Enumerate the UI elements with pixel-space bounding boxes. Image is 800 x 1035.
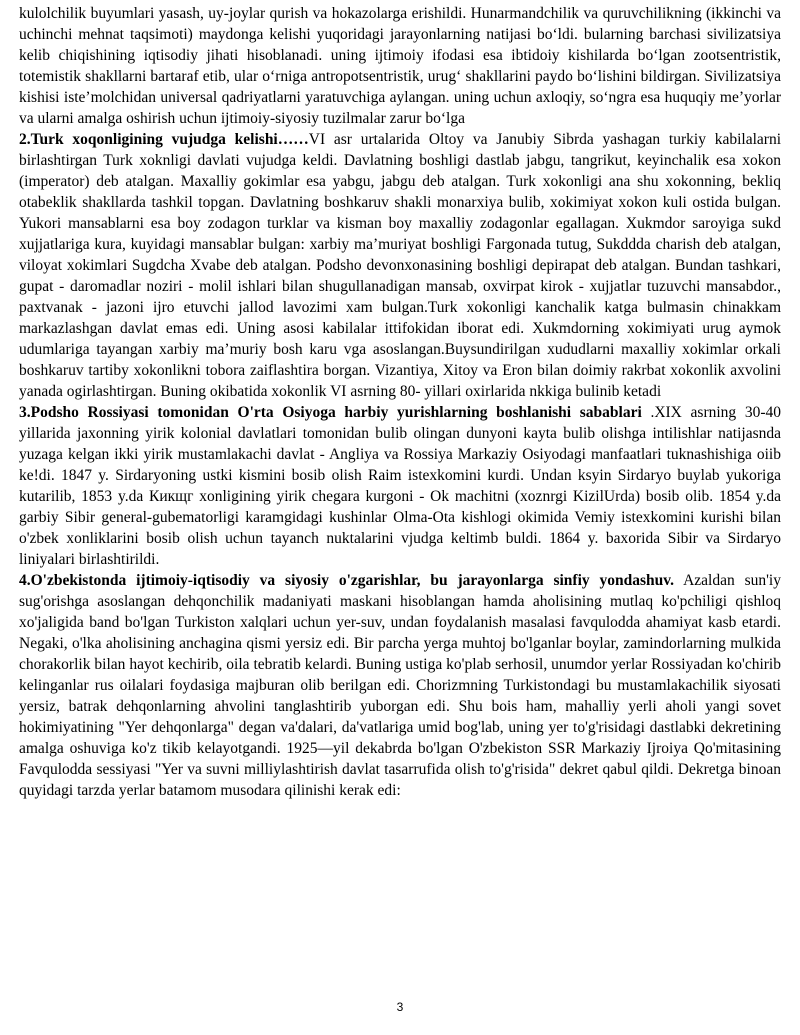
heading-2: 2.Turk xoqonligining vujudga kelishi…… xyxy=(19,131,309,148)
paragraph-2: VI asr urtalarida Oltoy va Janubiy Sibrda yashagan turkiy kabilalarni birlashtirgan Turk xoknligi davlati vujudga keldi. Davlatning boshligi dastlab jabgu, tangrikut, keyinchalik esa xokon (imperator) deb atalgan. Maxalliy gokimlar esa yabgu, jabgu deb atalgan. Turk xokonligi ana shu xokonning, bekliq otabeklik shakllarda tashkil topgan. Davlatning boshkaruv shakli monarxiya bulib, xokimiyat xokon kuli ostida bulgan. Yukori mansablarni esa boy zodagon turklar va kisman boy maxalliy zodagonlar egallagan. Xukmdor saroyiga sukd xujjatlariga kura, kuyidagi mansablar bulgan: xarbiy ma’muriyat boshligi Fargonada tutug, Sukddda charish deb atalgan, viloyat xokimlari Sugdcha Xvabe deb atalgan. Podsho devonxonasining boshligi depirapat deb atalgan. Bundan tashkari, gupat - daromadlar noziri - molil ishlari bilan shugullanadigan mansab, oxvirpat kirok - xujjatlar tuzuvchi mansabdor., paxtvanak - jazoni ijro etuvchi jallod lavozimi xam bulgan.Turk xokonligi kanchalik katga bulmasin chinakkam markazlashgan davlat emas edi. Uning asosi kabilalar ittifokidan iborat edi. Xukmdorning xokimiyati urug aymok udumlariga tayangan xarbiy ma’muriy bosh karu vga asoslangan.Buysundirilgan xududlarni maxalliy xokimlar orkali boshkaruv tartiby xokonlikni tobora zaiflashtira borgan. Vizantiya, Xitoy va Eron bilan doimiy rakrbat xokonlik axvolini yanada ogirlashtirgan. Buning okibatida xokonlik VI asrning 80- yillari oxirlarida nkkiga bulinib ketadi xyxy=(19,131,781,400)
section-2 xyxy=(19,129,781,402)
paragraph-1: kulolchilik buyumlari yasash, uy-joylar qurish va hokazolarga erishildi. Hunarmandchilik va quruvchilikning (ikkinchi va uchinchi mehnat taqsimoti) maydonga kelishi yuqoridagi jarayonlarning natijasi bo‘ldi. bularning barchasi sivilizatsiya kelib chiqishining iqtisodiy jihati hisoblanadi. uning ijtimoiy ifodasi esa ibtidoiy kishilarda bo‘lgan zootsentristik, totemistik shakllarni bartaraf etib, ular o‘rniga antropotsentristik, urug‘ shakllarini paydo bo‘lishini bildirgan. Sivilizatsiya kishisi iste’molchidan universal qadriyatlarni yaratuvchiga aylangan. uning uchun axloqiy, so‘ngra esa huquqiy me’yorlar va ularni amalga oshirish uchun ijtimoiy-siyosiy tuzilmalar zarur bo‘lga xyxy=(19,5,781,127)
page-number: 3 xyxy=(396,1000,404,1014)
paragraph-3: .XIX asrning 30-40 yillarida jaxonning yirik kolonial davlatlari tomonidan bulib olingan dunyoni kayta bulib olishga intilishlar natijasnda yuzaga kelgan ikki yirik mustamlakachi davlat - Angliya va Rossiya Markaziy Osiyodagi manfaatlari tuknashishiga oiib ke!di. 1847 y. Sirdaryoning ustki kismini bosib olish Raim istexkomini kurdi. Undan ksyin Sirdaryo buylab yukoriga kutarilib, 1853 y.da Кикщг xonligining yirik chegara kurgoni - Ok machitni (xoznrgi KizilUrda) bosib olib. 1854 y.da garbiy Sibir general-gubematorligi karamgidagi kushinlar Olma-Ota kishlogi okimida Vemiy istexkomini kurishi bilan o'zbek xonliklarini bosib olish uchun tayanch nuktalarini vjudga keltimb buldi. 1864 y. baxorida Sibir va Sirdaryo liniyalari birlashtirildi. xyxy=(19,404,782,568)
heading-3: 3.Podsho Rossiyasi tomonidan O'rta Osiyoga harbiy yurishlarning boshlanishi sabablari xyxy=(19,404,642,421)
paragraph-4: Azaldan sun'iy sug'orishga asoslangan dehqonchilik madaniyati maskani hisoblangan hamda aholisining mutlaq ko'pchiligi qishloq xo'jaligida band bo'lgan Turkiston xalqlari uchun yer-suv, undan foydalanish masalasi favqulodda ahamiyat kasb etardi. Negaki, o'lka aholisining anchagina qismi yersiz edi. Bir parcha yerga muhtoj bo'lganlar boylar, zamindorlarning mulkida chorakorlik bilan hayot kechirib, oila tebratib kelardi. Buning ustiga ko'plab serhosil, unumdor yerlar Rossiyadan ko'chirib kelinganlar rus oilalari foydasiga majburan olib berilgan edi. Chorizmning Turkistondagi bu mustamlakachilik siyosati yersiz, batrak dehqonlarning ahvolini tanglashtirib yuborgan edi. Shu bois ham, mahalliy yerli aholi yangi sovet hokimiyatining "Yer dehqonlarga" degan va'dalari, da'vatlariga umid bog'lab, uning yer to'g'risidagi dastlabki dekretining amalga oshuviga ko'z tikib kelayotgandi. 1925—yil dekabrda bo'lgan O'zbekiston SSR Markaziy Ijroiya Qo'mitasining Favqulodda sessiyasi "Yer va suvni milliylashtirish davlat tasarrufida olish to'g'risida" dekret qabul qildi. Dekretga binoan quyidagi tarzda yerlar batamom musodara qilinishi kerak edi: xyxy=(19,572,781,799)
section-3 xyxy=(19,402,781,570)
document-body xyxy=(19,3,781,801)
section-4 xyxy=(19,570,781,801)
heading-4: 4.O'zbekistonda ijtimoiy-iqtisodiy va siyosiy o'zgarishlar, bu jarayonlarga sinfiy yondashuv. xyxy=(19,572,675,589)
